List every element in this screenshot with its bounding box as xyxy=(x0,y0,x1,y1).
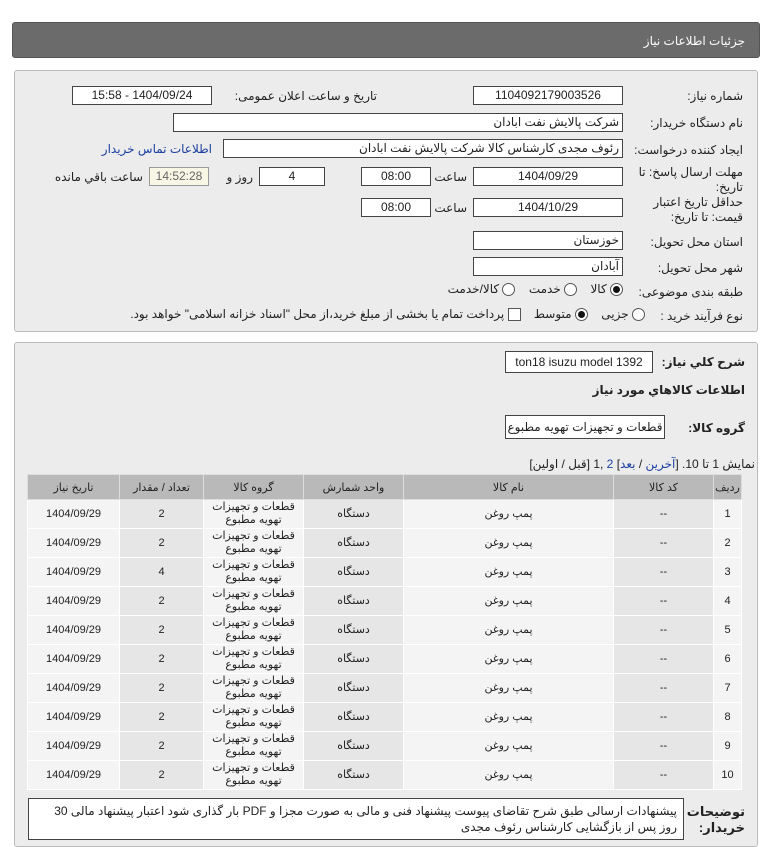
table-row xyxy=(28,558,742,587)
paging-last-link[interactable]: آخرین xyxy=(645,457,676,471)
cell-group: قطعات و تجهیزات تهویه مطبوع xyxy=(204,587,304,616)
radio-minor-label: جزیی xyxy=(601,307,629,321)
paging-text: نمایش 1 تا 10. [ xyxy=(675,457,755,471)
cell-n: 7 xyxy=(714,674,742,703)
cell-qty: 2 xyxy=(120,500,204,529)
creator-field: رئوف مجدی کارشناس کالا شرکت پالایش نفت ابادان xyxy=(223,139,623,158)
cell-group: قطعات و تجهیزات تهویه مطبوع xyxy=(204,529,304,558)
validity-time-label: ساعت xyxy=(434,201,467,215)
cell-date: 1404/09/29 xyxy=(28,674,120,703)
column-header: نام کالا xyxy=(404,475,614,500)
category-radio-group xyxy=(448,282,623,296)
goods-title: اطلاعات کالاهاي مورد نیاز xyxy=(592,383,745,397)
cell-qty: 2 xyxy=(120,587,204,616)
cell-unit: دستگاه xyxy=(304,645,404,674)
process-radio-group xyxy=(130,307,645,321)
cell-unit: دستگاه xyxy=(304,761,404,790)
cell-name: پمپ روغن xyxy=(404,674,614,703)
cell-qty: 2 xyxy=(120,645,204,674)
cell-date: 1404/09/29 xyxy=(28,616,120,645)
need-info-panel xyxy=(14,70,758,332)
radio-medium[interactable] xyxy=(575,308,588,321)
cell-n: 8 xyxy=(714,703,742,732)
cell-n: 1 xyxy=(714,500,742,529)
cell-name: پمپ روغن xyxy=(404,761,614,790)
column-header: تعداد / مقدار xyxy=(120,475,204,500)
cell-code: -- xyxy=(614,529,714,558)
cell-code: -- xyxy=(614,558,714,587)
table-row xyxy=(28,616,742,645)
cell-code: -- xyxy=(614,500,714,529)
column-header: تاریخ نیاز xyxy=(28,475,120,500)
cell-unit: دستگاه xyxy=(304,674,404,703)
announce-label: تاریخ و ساعت اعلان عمومی: xyxy=(234,89,377,103)
announce-field: 1404/09/24 - 15:58 xyxy=(72,86,212,105)
table-row xyxy=(28,674,742,703)
goods-table xyxy=(27,474,742,790)
cell-date: 1404/09/29 xyxy=(28,761,120,790)
province-label: استان محل تحویل: xyxy=(650,235,743,249)
summary-label: شرح کلي نیاز: xyxy=(661,355,745,369)
table-row xyxy=(28,761,742,790)
cell-date: 1404/09/29 xyxy=(28,500,120,529)
notes-label: توضیحات خریدار: xyxy=(686,804,745,835)
buyer-label: نام دستگاه خریدار: xyxy=(650,116,743,130)
remaining-label: ساعت باقي مانده xyxy=(54,170,143,184)
cell-unit: دستگاه xyxy=(304,500,404,529)
column-header: کد کالا xyxy=(614,475,714,500)
cell-name: پمپ روغن xyxy=(404,500,614,529)
cell-date: 1404/09/29 xyxy=(28,529,120,558)
cell-code: -- xyxy=(614,732,714,761)
paging-pages: ,1 [قبل / اولین] xyxy=(529,457,607,471)
cell-qty: 2 xyxy=(120,529,204,558)
city-label: شهر محل تحویل: xyxy=(657,261,743,275)
cell-name: پمپ روغن xyxy=(404,616,614,645)
cell-unit: دستگاه xyxy=(304,529,404,558)
cell-group: قطعات و تجهیزات تهویه مطبوع xyxy=(204,674,304,703)
cell-n: 10 xyxy=(714,761,742,790)
category-label: طبقه بندی موضوعی: xyxy=(638,285,743,299)
cell-code: -- xyxy=(614,645,714,674)
cell-qty: 2 xyxy=(120,732,204,761)
cell-name: پمپ روغن xyxy=(404,529,614,558)
cell-n: 2 xyxy=(714,529,742,558)
cell-group: قطعات و تجهیزات تهویه مطبوع xyxy=(204,558,304,587)
cell-group: قطعات و تجهیزات تهویه مطبوع xyxy=(204,645,304,674)
validity-time-field: 08:00 xyxy=(361,198,431,217)
cell-n: 6 xyxy=(714,645,742,674)
cell-name: پمپ روغن xyxy=(404,587,614,616)
cell-name: پمپ روغن xyxy=(404,645,614,674)
table-row xyxy=(28,529,742,558)
cell-group: قطعات و تجهیزات تهویه مطبوع xyxy=(204,703,304,732)
deadline-time-field: 08:00 xyxy=(361,167,431,186)
buyer-field: شرکت پالایش نفت ابادان xyxy=(173,113,623,132)
table-row xyxy=(28,732,742,761)
group-field: قطعات و تجهیزات تهویه مطبوع xyxy=(505,415,665,439)
cell-unit: دستگاه xyxy=(304,587,404,616)
paging xyxy=(529,457,755,471)
city-field: آبادان xyxy=(473,257,623,276)
cell-qty: 4 xyxy=(120,558,204,587)
radio-medium-label: متوسط xyxy=(533,307,572,321)
cell-date: 1404/09/29 xyxy=(28,732,120,761)
cell-code: -- xyxy=(614,587,714,616)
need-number-field: 1104092179003526 xyxy=(473,86,623,105)
radio-goods-service-label: کالا/خدمت xyxy=(447,282,500,296)
validity-date-field: 1404/10/29 xyxy=(473,198,623,217)
column-header: ردیف xyxy=(714,475,742,500)
cell-date: 1404/09/29 xyxy=(28,645,120,674)
paging-page-2[interactable]: 2 xyxy=(606,457,614,471)
notes-row xyxy=(28,798,745,840)
radio-service-label: خدمت xyxy=(528,282,561,296)
days-field: 4 xyxy=(259,167,325,186)
cell-group: قطعات و تجهیزات تهویه مطبوع xyxy=(204,732,304,761)
radio-goods[interactable] xyxy=(610,283,623,296)
cell-code: -- xyxy=(614,703,714,732)
column-header: گروه کالا xyxy=(204,475,304,500)
cell-n: 4 xyxy=(714,587,742,616)
goods-section xyxy=(28,474,745,840)
cell-name: پمپ روغن xyxy=(404,732,614,761)
cell-name: پمپ روغن xyxy=(404,703,614,732)
table-row xyxy=(28,500,742,529)
radio-goods-label: کالا xyxy=(590,282,607,296)
deadline-time-label: ساعت xyxy=(434,170,467,184)
radio-minor[interactable] xyxy=(632,308,645,321)
table-row xyxy=(28,703,742,732)
payment-note: پرداخت تمام یا بخشی از مبلغ خرید،از محل "اسناد خزانه اسلامی" خواهد بود. xyxy=(130,307,505,321)
summary-field: ton18 isuzu model 1392 xyxy=(505,351,653,373)
column-header: واحد شمارش xyxy=(304,475,404,500)
cell-n: 9 xyxy=(714,732,742,761)
treasury-checkbox[interactable] xyxy=(508,308,521,321)
cell-qty: 2 xyxy=(120,674,204,703)
paging-sep: / xyxy=(635,457,646,471)
cell-name: پمپ روغن xyxy=(404,558,614,587)
cell-n: 3 xyxy=(714,558,742,587)
cell-group: قطعات و تجهیزات تهویه مطبوع xyxy=(204,761,304,790)
validity-label: حداقل تاریخ اعتبار قیمت: تا تاریخ: xyxy=(653,195,743,224)
province-field: خوزستان xyxy=(473,231,623,250)
contact-buyer-link[interactable]: اطلاعات تماس خریدار xyxy=(101,142,212,156)
days-label: روز و xyxy=(226,170,253,184)
deadline-label: مهلت ارسال پاسخ: تا تاریخ: xyxy=(638,165,743,194)
cell-n: 5 xyxy=(714,616,742,645)
buyer-notes: پیشنهادات ارسالی طبق شرح تقاضای پیوست پیشنهاد فنی و مالی به صورت مجزا و PDF بار گذاری شود اعتبار پیشنهاد مالی 30 روز پس از بازگشایی کارشناس رئوف مجدی xyxy=(28,798,684,840)
cell-unit: دستگاه xyxy=(304,703,404,732)
cell-group: قطعات و تجهیزات تهویه مطبوع xyxy=(204,500,304,529)
cell-qty: 2 xyxy=(120,616,204,645)
cell-date: 1404/09/29 xyxy=(28,703,120,732)
cell-code: -- xyxy=(614,674,714,703)
cell-date: 1404/09/29 xyxy=(28,558,120,587)
paging-close: ] xyxy=(616,457,621,471)
cell-unit: دستگاه xyxy=(304,616,404,645)
table-row xyxy=(28,587,742,616)
cell-code: -- xyxy=(614,616,714,645)
cell-qty: 2 xyxy=(120,761,204,790)
cell-qty: 2 xyxy=(120,703,204,732)
page-header: جزئیات اطلاعات نیاز xyxy=(12,22,760,58)
cell-unit: دستگاه xyxy=(304,558,404,587)
deadline-date-field: 1404/09/29 xyxy=(473,167,623,186)
need-number-label: شماره نیاز: xyxy=(687,89,743,103)
table-row xyxy=(28,645,742,674)
creator-label: ایجاد کننده درخواست: xyxy=(634,143,743,157)
remaining-time-field: 14:52:28 xyxy=(149,167,209,186)
cell-unit: دستگاه xyxy=(304,732,404,761)
group-label: گروه کالا: xyxy=(688,421,745,435)
radio-goods-service[interactable] xyxy=(502,283,515,296)
cell-group: قطعات و تجهیزات تهویه مطبوع xyxy=(204,616,304,645)
process-label: نوع فرآیند خرید : xyxy=(660,309,743,323)
radio-service[interactable] xyxy=(564,283,577,296)
paging-next-link[interactable]: بعد xyxy=(620,457,636,471)
goods-panel xyxy=(14,342,758,847)
cell-date: 1404/09/29 xyxy=(28,587,120,616)
cell-code: -- xyxy=(614,761,714,790)
